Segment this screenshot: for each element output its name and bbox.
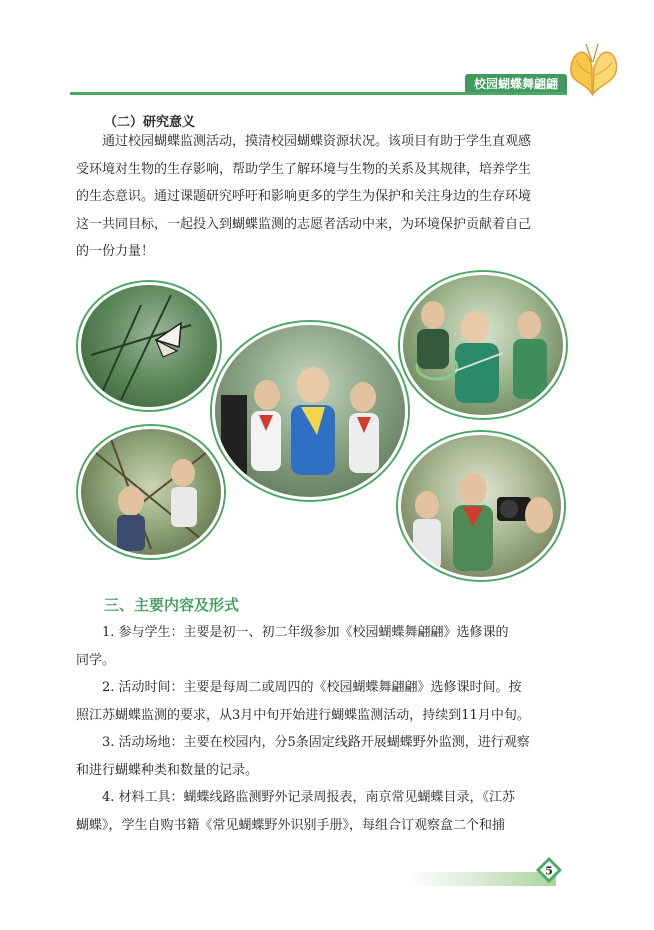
paragraph-line: 同学。 <box>76 652 116 668</box>
research-significance-paragraph <box>76 128 573 266</box>
photo-butterfly-on-pine <box>78 282 220 410</box>
paragraph-line: 2. 活动时间：主要是每周二或周四的《校园蝴蝶舞翩翩》选修课时间。按 <box>102 680 522 695</box>
section-subtitle: （二）研究意义 <box>104 115 196 130</box>
paragraph-line: 受环境对生物的生存影响，帮助学生了解环境与生物的关系及其规律，培养学生 <box>76 161 532 177</box>
section-title: 三、主要内容及形式 <box>104 596 240 614</box>
paragraph-line: 的一份力量！ <box>76 244 155 259</box>
paragraph-line: 照江苏蝴蝶监测的要求，从3月中旬开始进行蝴蝶监测活动，持续到11月中旬。 <box>76 707 530 723</box>
paragraph-line: 的生态意识。通过课题研究呼吁和影响更多的学生为保护和关注身边的生存环境 <box>76 189 532 204</box>
paragraph-line: 通过校园蝴蝶监测活动，摸清校园蝴蝶资源状况。该项目有助于学生直观感 <box>102 134 532 149</box>
paragraph-line: 蝴蝶》，学生自购书籍《常见蝴蝶野外识别手册》，每组合订观察盒二个和捕 <box>76 817 506 833</box>
paragraph-line: 3. 活动场地：主要在校园内，分5条固定线路开展蝴蝶野外监测，进行观察 <box>102 735 530 750</box>
paragraph-line: 这一共同目标，一起投入到蝴蝶监测的志愿者活动中来，为环境保护贡献着自己 <box>76 216 532 232</box>
paragraph-line: 1. 参与学生：主要是初一、初二年级参加《校园蝴蝶舞翩翩》选修课的 <box>102 625 509 640</box>
photo-students-observing-center <box>212 322 408 500</box>
photo-students-in-tree <box>78 426 224 558</box>
main-content-paragraph <box>76 619 573 839</box>
header-rule <box>70 92 567 95</box>
page-number-badge <box>534 855 564 885</box>
paragraph-line: 4. 材料工具：蝴蝶线路监测野外记录周报表，南京常见蝴蝶目录，《江苏 <box>102 790 516 805</box>
butterfly-logo-icon <box>562 40 624 98</box>
chapter-tab: 校园蝴蝶舞翩翩 <box>465 74 567 94</box>
paragraph-line: 和进行蝴蝶种类和数量的记录。 <box>76 762 259 778</box>
page-number: 5 <box>545 864 553 878</box>
photo-students-with-net <box>400 272 566 418</box>
photo-students-with-camera <box>398 432 564 580</box>
